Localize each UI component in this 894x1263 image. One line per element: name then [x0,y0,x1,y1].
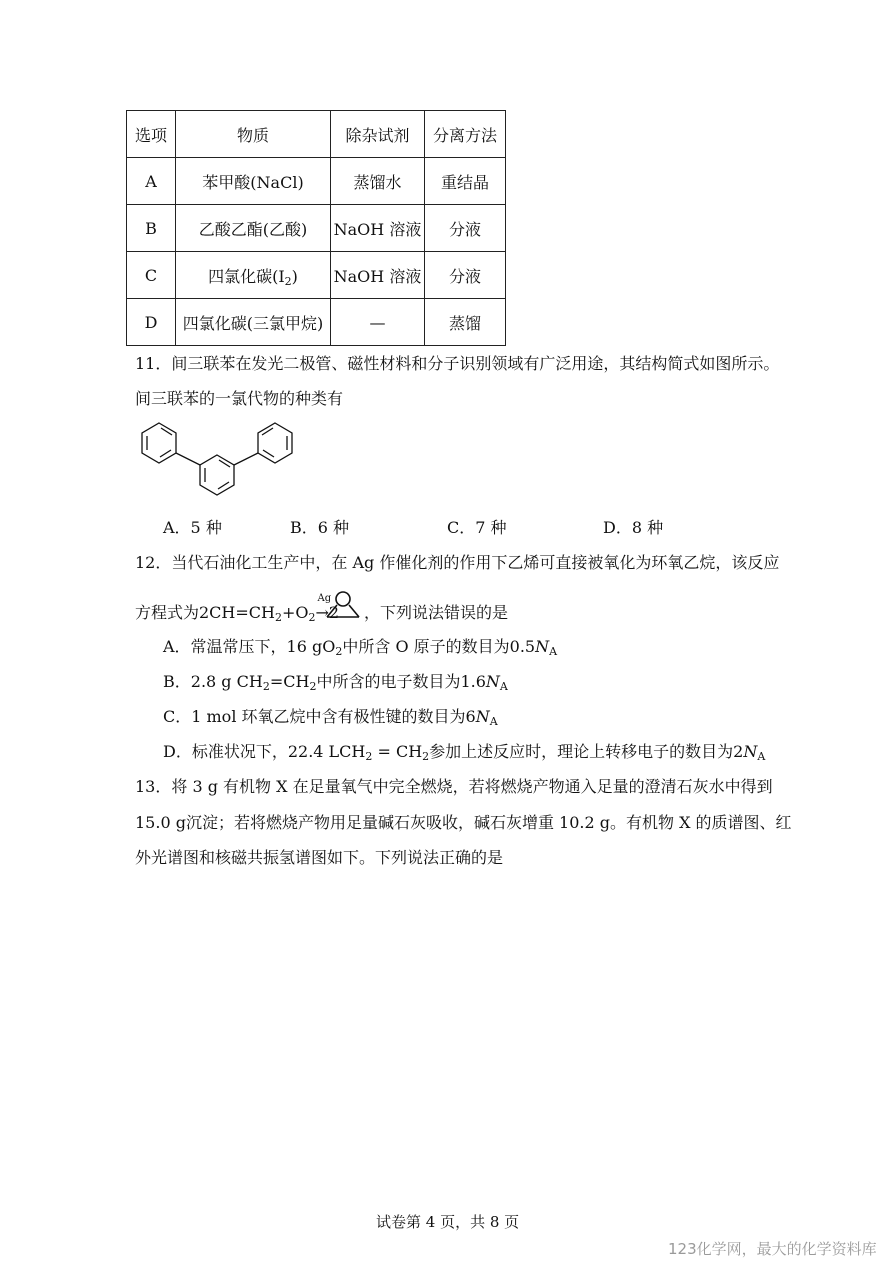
cell-substance: 乙酸乙酯(乙酸) [176,205,331,252]
avogadro-subscript: A [549,645,558,658]
cell-substance [176,252,331,299]
eq-sub: 2 [308,611,316,624]
table-row [127,158,506,205]
q12-option-d [163,741,765,763]
q13-line3: 外光谱图和核磁共振氢谱图如下。下列说法正确的是 [135,848,504,867]
option-text: 参加上述反应时，理论上转移电子的数目为2 [429,742,744,761]
q12-equation [135,593,340,624]
eq-prefix: 方程式为2CH=CH [135,603,275,622]
site-watermark: 123化学网，最大的化学资料库 [668,1240,877,1258]
cell-option: A [127,158,176,205]
option-text: B．2.8 g CH [163,672,263,691]
option-text: = CH [372,742,423,761]
option-subscript: 2 [335,645,343,658]
cell-reagent: — [331,299,425,346]
q12-option-c [163,706,498,728]
q12-option-a [163,636,557,658]
option-text: 中所含 O 原子的数目为0.5 [342,637,536,656]
eq-arrow: →2 [315,603,340,622]
option-subscript: 2 [365,750,373,763]
header-option: 选项 [127,111,176,158]
q11-line1: 11．间三联苯在发光二极管、磁性材料和分子识别领域有广泛用途，其结构简式如图所示。 [135,354,780,373]
cell-option: C [127,252,176,299]
options-table [126,110,506,346]
table-row [127,299,506,346]
substance-end: ) [291,266,298,286]
substance-subscript: 2 [284,274,292,288]
substance-main: 四氯化碳(I [208,266,285,286]
avogadro-symbol: N [535,637,550,656]
avogadro-subscript: A [489,715,498,728]
q11-choice-d: D．8 种 [603,518,664,537]
option-text: 中所含的电子数目为1.6 [316,672,486,691]
eq-catalyst: Ag [317,593,332,604]
cell-option: D [127,299,176,346]
header-substance: 物质 [176,111,331,158]
cell-substance: 苯甲酸(NaCl) [176,158,331,205]
eq-suffix: ，下列说法错误的是 [364,603,509,622]
avogadro-subscript: A [499,680,508,693]
cell-method: 分液 [425,205,506,252]
option-text: A．常温常压下，16 gO [163,637,336,656]
cell-option: B [127,205,176,252]
avogadro-symbol: N [743,742,758,761]
header-method: 分离方法 [425,111,506,158]
q11-choice-a: A．5 种 [163,518,222,537]
avogadro-subscript: A [757,750,766,763]
eq-mid: +O [281,603,309,622]
epoxide-structure [325,588,361,620]
cell-method: 重结晶 [425,158,506,205]
option-subscript: 2 [262,680,270,693]
q13-line1: 13．将 3 g 有机物 X 在足量氧气中完全燃烧，若将燃烧产物通入足量的澄清石灰水中得到 [135,777,773,796]
q11-choice-b: B．6 种 [290,518,350,537]
q12-line1: 12．当代石油化工生产中，在 Ag 作催化剂的作用下乙烯可直接被氧化为环氧乙烷，该反应 [135,553,780,572]
option-text: =CH [269,672,310,691]
cell-reagent: 蒸馏水 [331,158,425,205]
table-row [127,252,506,299]
eq-sub: 2 [274,611,282,624]
cell-method: 蒸馏 [425,299,506,346]
cell-method: 分液 [425,252,506,299]
avogadro-symbol: N [485,672,500,691]
q13-line2: 15.0 g沉淀；若将燃烧产物用足量碱石灰吸收，碱石灰增重 10.2 g。有机物 X 的质谱图、红 [135,813,792,832]
q11-line2: 间三联苯的一氯代物的种类有 [135,389,344,408]
option-subscript: 2 [422,750,430,763]
avogadro-symbol: N [475,707,490,726]
option-text: C．1 mol 环氧乙烷中含有极性键的数目为6 [163,707,476,726]
cell-substance: 四氯化碳(三氯甲烷) [176,299,331,346]
option-subscript: 2 [309,680,317,693]
table-row [127,205,506,252]
q11-choice-c: C．7 种 [447,518,507,537]
cell-reagent: NaOH 溶液 [331,252,425,299]
page-footer: 试卷第 4 页，共 8 页 [376,1213,520,1231]
cell-reagent: NaOH 溶液 [331,205,425,252]
table-header-row [127,111,506,158]
header-reagent: 除杂试剂 [331,111,425,158]
q12-option-b [163,671,508,693]
option-text: D．标准状况下，22.4 LCH [163,742,366,761]
m-terphenyl-structure [130,418,300,510]
